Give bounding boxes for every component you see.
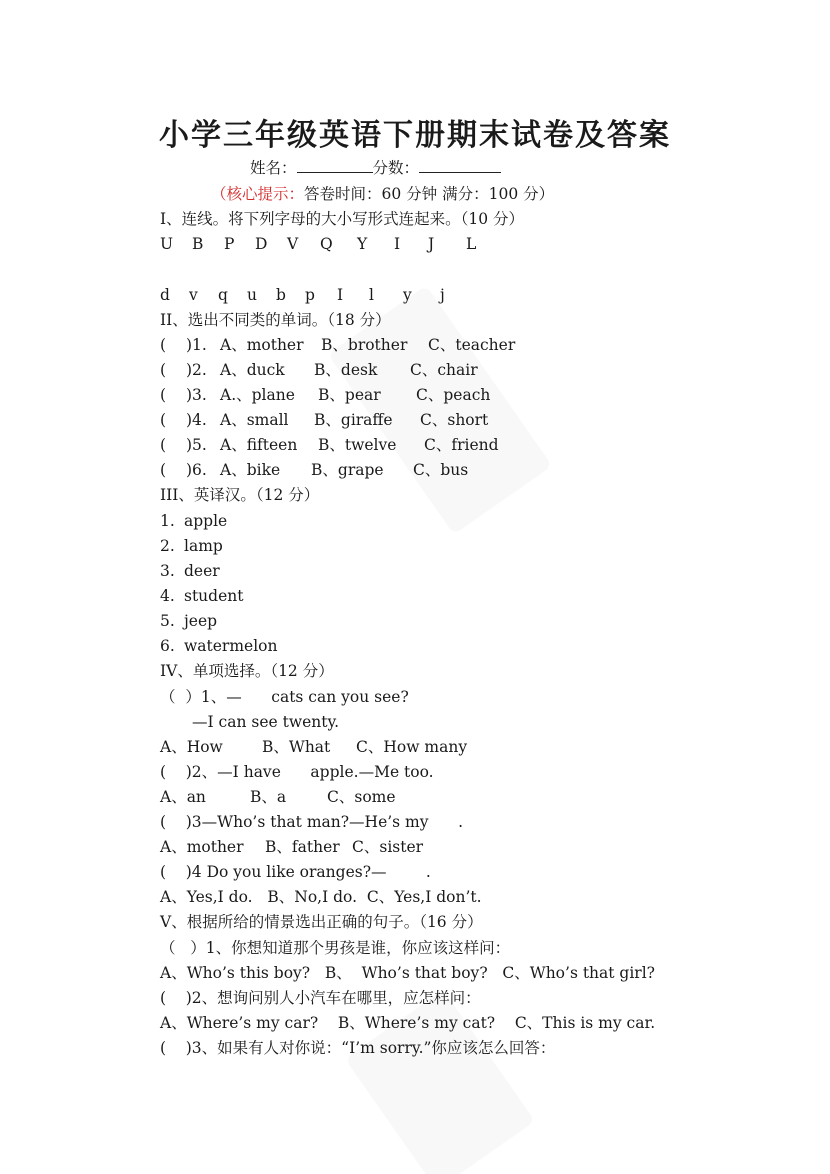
lower-letter: j	[440, 286, 445, 304]
option-c: C、chair	[410, 361, 478, 379]
vocab-item	[0, 611, 830, 631]
section-1-heading: I、连线。将下列字母的大小写形式连起来。（10 分）	[160, 210, 525, 228]
section-2-heading: II、选出不同类的单词。（18 分）	[160, 311, 391, 329]
option-b: B、What	[262, 738, 331, 756]
mc-question-2: ( )2、—I have apple.—Me too.	[160, 763, 434, 781]
option-b: B、twelve	[318, 436, 397, 454]
answer-paren[interactable]: (	[160, 436, 167, 454]
option-a: A、duck	[220, 361, 285, 379]
vocab-number: 1.	[160, 512, 175, 530]
lower-letter: d	[160, 286, 170, 304]
situation-options-1: A、Who’s this boy? B、 Who’s that boy? C、Who’s that girl?	[160, 964, 655, 982]
option-a: A、How	[160, 738, 223, 756]
option-a: A.、plane	[220, 386, 295, 404]
option-b: B、pear	[318, 386, 381, 404]
tip-label: 核心提示：	[226, 185, 305, 203]
vocab-word: jeep	[184, 612, 218, 630]
option-a: A、mother	[220, 336, 304, 354]
question-number: )2.	[186, 361, 207, 379]
vocab-item	[0, 561, 830, 581]
question-number: )5.	[186, 436, 207, 454]
core-tip	[211, 184, 554, 204]
option-a: A、mother	[160, 838, 244, 856]
upper-letter: I	[394, 235, 401, 253]
vocab-item	[0, 586, 830, 606]
answer-paren[interactable]: (	[160, 386, 167, 404]
upper-letter: D	[255, 235, 268, 253]
answer-paren[interactable]: (	[160, 336, 167, 354]
question-row	[0, 435, 830, 455]
question-row	[0, 385, 830, 405]
lower-letter: I	[337, 286, 344, 304]
lower-letter: u	[247, 286, 257, 304]
upper-letter: V	[287, 235, 299, 253]
situation-question-1: （ ）1、你想知道那个男孩是谁，你应该这样问：	[160, 939, 511, 957]
mc-options-4: A、Yes,I do. B、No,I do. C、Yes,I don’t.	[160, 888, 482, 906]
section-5-heading: V、根据所给的情景选出正确的句子。（16 分）	[160, 913, 483, 931]
uppercase-row	[0, 234, 830, 254]
upper-letter: Q	[320, 235, 333, 253]
option-a: A、an	[160, 788, 206, 806]
mc-question-3: ( )3—Who’s that man?—He’s my .	[160, 813, 463, 831]
option-a: A、fifteen	[220, 436, 298, 454]
tip-text: 答卷时间：60 分钟 满分：100 分）	[304, 185, 555, 203]
mc-options-1	[0, 737, 830, 757]
mc-question-1-answer: —I can see twenty.	[192, 713, 340, 731]
vocab-number: 6.	[160, 637, 175, 655]
upper-letter: L	[466, 235, 477, 253]
section-3-heading: III、英译汉。（12 分）	[160, 486, 320, 504]
situation-question-2: ( )2、想询问别人小汽车在哪里，应怎样问：	[160, 989, 481, 1007]
question-number: )1.	[186, 336, 207, 354]
option-b: B、desk	[314, 361, 378, 379]
situation-question-3: ( )3、如果有人对你说：“I’m sorry.”你应该怎么回答：	[160, 1039, 556, 1057]
lower-letter: q	[218, 286, 228, 304]
question-row	[0, 460, 830, 480]
mc-options-3	[0, 837, 830, 857]
option-c: C、sister	[352, 838, 424, 856]
mc-question-4: ( )4 Do you like oranges?— .	[160, 863, 431, 881]
score-label: 分数：	[372, 159, 420, 177]
question-row	[0, 410, 830, 430]
score-blank[interactable]	[419, 158, 501, 173]
question-row	[0, 360, 830, 380]
name-blank[interactable]	[297, 158, 373, 173]
question-number: )3.	[186, 386, 207, 404]
vocab-number: 4.	[160, 587, 175, 605]
vocab-word: student	[184, 587, 244, 605]
upper-letter: P	[224, 235, 235, 253]
vocab-number: 5.	[160, 612, 175, 630]
upper-letter: J	[428, 235, 435, 253]
upper-letter: B	[192, 235, 204, 253]
option-c: C、teacher	[428, 336, 516, 354]
situation-options-2: A、Where’s my car? B、Where’s my cat? C、This is my car.	[160, 1014, 656, 1032]
name-label: 姓名：	[250, 159, 297, 177]
answer-paren[interactable]: (	[160, 361, 167, 379]
section-4-heading: IV、单项选择。（12 分）	[160, 662, 334, 680]
lower-letter: b	[276, 286, 286, 304]
vocab-item	[0, 536, 830, 556]
question-number: )6.	[186, 461, 207, 479]
option-b: B、grape	[311, 461, 384, 479]
vocab-item	[0, 636, 830, 656]
lower-letter: y	[403, 286, 412, 304]
option-b: B、brother	[321, 336, 408, 354]
student-info	[250, 158, 501, 178]
vocab-word: watermelon	[184, 637, 278, 655]
lower-letter: p	[305, 286, 315, 304]
lowercase-row	[0, 285, 830, 305]
option-c: C、peach	[416, 386, 491, 404]
question-row	[0, 335, 830, 355]
lower-letter: v	[189, 286, 198, 304]
option-c: C、friend	[424, 436, 499, 454]
page-title: 小学三年级英语下册期末试卷及答案	[159, 118, 671, 153]
vocab-word: deer	[184, 562, 220, 580]
question-number: )4.	[186, 411, 207, 429]
option-b: B、giraffe	[314, 411, 393, 429]
option-c: C、bus	[413, 461, 469, 479]
option-c: C、How many	[356, 738, 468, 756]
lower-letter: l	[369, 286, 374, 304]
vocab-number: 3.	[160, 562, 175, 580]
option-a: A、bike	[220, 461, 281, 479]
option-a: A、small	[220, 411, 289, 429]
option-b: B、a	[250, 788, 287, 806]
tip-open: （	[211, 185, 227, 203]
vocab-number: 2.	[160, 537, 175, 555]
upper-letter: Y	[357, 235, 368, 253]
upper-letter: U	[160, 235, 174, 253]
mc-question-1: （ ）1、— cats can you see?	[160, 688, 409, 706]
option-b: B、father	[265, 838, 340, 856]
vocab-word: apple	[184, 512, 228, 530]
answer-paren[interactable]: (	[160, 461, 167, 479]
option-c: C、short	[420, 411, 489, 429]
vocab-word: lamp	[184, 537, 223, 555]
answer-paren[interactable]: (	[160, 411, 167, 429]
mc-options-2	[0, 787, 830, 807]
option-c: C、some	[327, 788, 396, 806]
vocab-item	[0, 511, 830, 531]
